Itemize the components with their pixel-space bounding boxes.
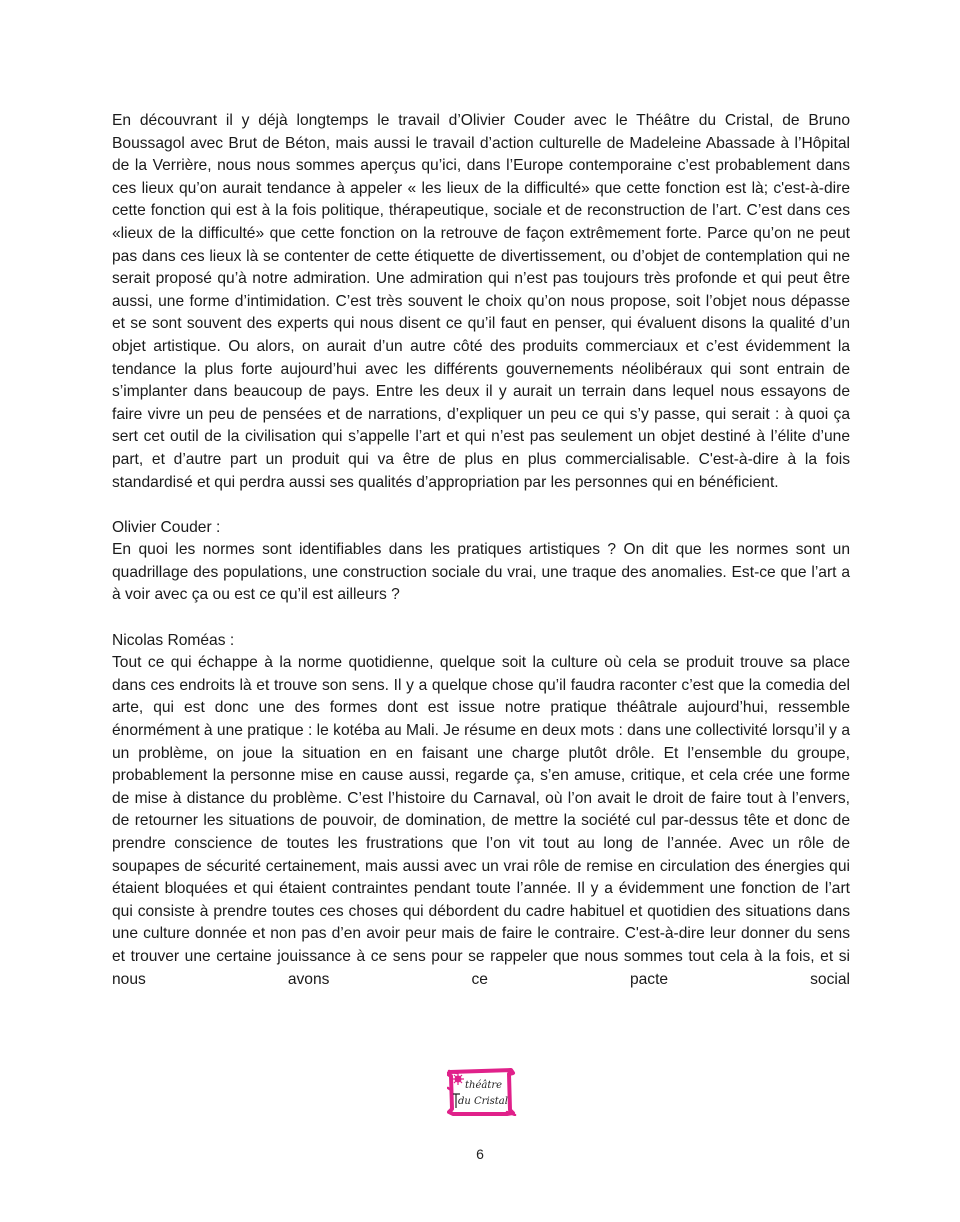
paragraph-spacer [112,607,850,630]
logo-mark-icon [447,1068,517,1116]
page-number: 6 [476,1146,484,1162]
logo-line2: du Cristal [458,1096,508,1107]
speaker-olivier-couder: Olivier Couder : [112,518,221,536]
logo-line1: théâtre [465,1080,503,1091]
intro-paragraph: En découvrant il y déjà longtemps le travail d’Olivier Couder avec le Théâtre du Cristal, de Bruno Boussagol avec Brut de Béton, mais aussi le travail d’action culturelle de Madeleine Abassade à l’Hôpital de la Verrière, nous nous sommes aperçus qu’ici, dans l’Europe contemporaine c’est probablement dans ces lieux qu’on aurait tendance à appeler « les lieux de la difficulté» que cette fonction est là; c'est-à-dire cette fonction qui est à la fois politique, thérapeutique, sociale et de reconstruction de l’art. C’est dans ces «lieux de la difficulté» que cette fonction on la retrouve de façon extrêmement forte. Parce qu’on ne peut pas dans ces lieux là se contenter de cette étiquette de divertissement, ou d’objet de contemplation qui ne serait proposé qu’à notre admiration. Une admiration qui n’est pas toujours très profonde et qui peut être aussi, une forme d’intimidation. C’est très souvent le choix qu’on nous propose, soit l’objet nous dépasse et se sont souvent des experts qui nous disent ce qu’il faut en penser, qui évaluent disons la qualité d’un objet artistique. Ou alors, on aurait d’un autre côté des produits commerciaux et c’est évidemment la tendance la plus forte aujourd’hui avec les différents gouvernements néolibéraux qui sont entrain de s’implanter dans beaucoup de pays. Entre les deux il y aurait un terrain dans lequel nous essayons de faire vivre un peu de pensées et de narrations, d’expliquer un peu ce qui s’y passe, qui serait : à quoi ça sert cet outil de la civilisation qui s’appelle l’art et qui n’est pas seulement un objet destiné à l’élite d’une part, et d’autre part un produit qui va être de plus en plus commercialisable. C'est-à-dire à la fois standardisé et qui perdra aussi ses qualités d’appropriation par les personnes qui en bénéficient. [112,112,850,491]
answer-paragraph: Tout ce qui échappe à la norme quotidienne, quelque soit la culture où cela se produit trouve sa place dans ces endroits là et trouve son sens. Il y a quelque chose qu’il faudra raconter c’est que la comedia del arte, qui est donc une des formes dont est issue notre pratique théâtrale aujourd’hui, ressemble énormément à une pratique : le kotéba au Mali. Je résume en deux mots : dans une collectivité lorsqu’il y a un problème, on joue la situation en en faisant une charge plutôt drôle. Et l’ensemble du groupe, probablement la personne mise en cause aussi, regarde ça, s’en amuse, critique, et cela crée une forme de mise à distance du problème. C’est l’histoire du Carnaval, où l’on avait le droit de faire tout à l’envers, de retourner les situations de pouvoir, de domination, de mettre la société cul par-dessus tête et donc de prendre conscience de toutes les frustrations que l’on vit tout au long de l’année. Avec un rôle de soupapes de sécurité certainement, mais aussi avec un vrai rôle de remise en circulation des énergies qui étaient bloquées et qui étaient contraintes pendant toute l’année. Il y a évidemment une fonction de l’art qui consiste à prendre toutes ces choses qui débordent du cadre habituel et quotidien des situations dans une culture donnée et non pas d’en avoir peur mais de faire le contraire. C'est-à-dire leur donner du sens et trouver une certaine jouissance à ce sens pour se rappeler que nous sommes tout cela à la fois, et si nous avons ce pacte social [112,654,850,988]
theatre-du-cristal-logo [447,1068,517,1116]
question-paragraph: En quoi les normes sont identifiables dans les pratiques artistiques ? On dit que les normes sont un quadrillage des populations, une construction sociale du vrai, une traque des anomalies. Est-ce que l’art a à voir avec ça ou est ce qu’il est ailleurs ? [112,541,850,604]
document-body [112,110,850,991]
speaker-nicolas-romeas: Nicolas Roméas : [112,631,235,649]
paragraph-spacer [112,494,850,517]
